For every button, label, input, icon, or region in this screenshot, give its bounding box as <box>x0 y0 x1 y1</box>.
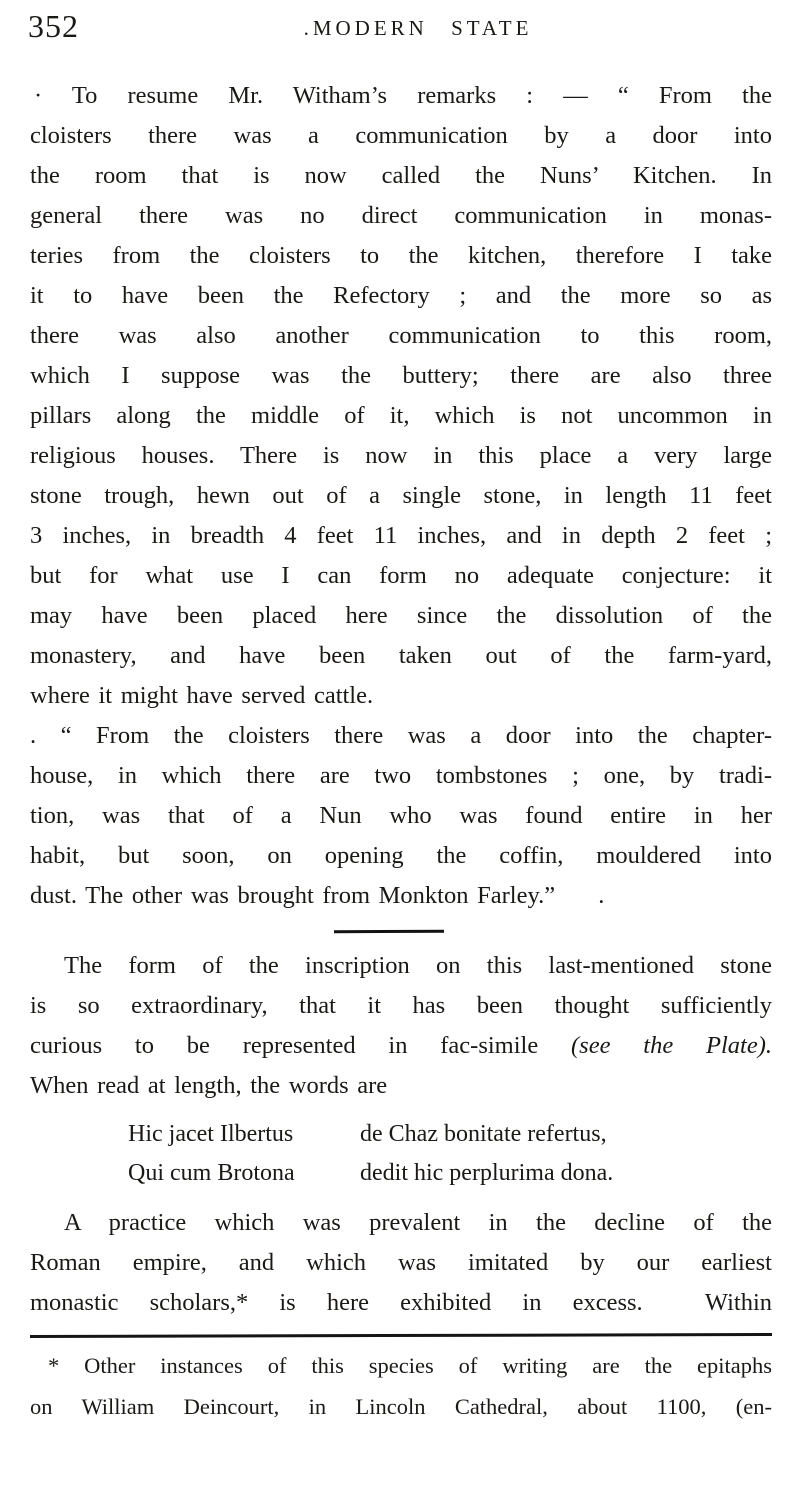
footnote-separator-rule <box>30 1333 772 1338</box>
text-line: it to have been the Refectory ; and the more so as <box>30 282 772 309</box>
text-segment: curious to be represented in fac-simile <box>30 1032 572 1059</box>
verse-line <box>128 1154 772 1193</box>
text-line: habit, but soon, on opening the coffin, mouldered into <box>30 842 772 869</box>
paragraph-3 <box>30 946 772 1106</box>
text-line: which I suppose was the buttery; there are also three <box>30 362 772 389</box>
page-number: 352 <box>28 8 79 44</box>
footnote <box>30 1345 772 1427</box>
paragraph-2 <box>30 716 772 916</box>
text-line: · To resume Mr. Witham’s remarks : — “ From the <box>34 82 772 109</box>
text-line: monastic scholars,* is here exhibited in excess. Within <box>30 1289 772 1316</box>
section-divider-rule <box>334 930 444 934</box>
text-line: where it might have served cattle. <box>30 682 374 709</box>
text-line: general there was no direct communication in monas- <box>30 202 772 229</box>
text-line: teries from the cloisters to the kitchen, therefore I take <box>30 242 772 269</box>
verse-hemistich: Qui cum Brotona <box>128 1160 295 1186</box>
text-line: is so extraordinary, that it has been thought sufficiently <box>30 992 772 1019</box>
text-line: . “ From the cloisters there was a door into the chapter- <box>30 722 772 749</box>
italic-text-segment: (see the Plate). <box>571 1032 772 1059</box>
text-line: 3 inches, in breadth 4 feet 11 inches, and in depth 2 feet ; <box>30 522 772 549</box>
text-line: pillars along the middle of it, which is not uncommon in <box>30 402 772 429</box>
text-line <box>30 1026 772 1066</box>
text-line: dust. The other was brought from Monkton Farley.” . <box>30 882 605 909</box>
paragraph-1 <box>30 76 772 716</box>
verse-hemistich: dedit hic perplurima dona. <box>360 1160 614 1186</box>
text-line: cloisters there was a communication by a door into <box>30 122 772 149</box>
page-header <box>0 6 800 58</box>
verse-hemistich: Hic jacet Ilbertus <box>128 1121 294 1147</box>
text-line: tion, was that of a Nun who was found entire in her <box>30 802 772 829</box>
footnote-line: on William Deincourt, in Lincoln Cathedral, about 1100, (en- <box>30 1394 772 1419</box>
paragraph-4 <box>30 1203 772 1323</box>
text-line: monastery, and have been taken out of the farm-yard, <box>30 642 772 669</box>
text-line: but for what use I can form no adequate conjecture: it <box>30 562 772 589</box>
text-line: religious houses. There is now in this place a very large <box>30 442 772 469</box>
text-line: A practice which was prevalent in the decline of the <box>64 1209 772 1236</box>
latin-verse <box>128 1115 772 1193</box>
verse-line <box>128 1115 772 1154</box>
text-line: Roman empire, and which was imitated by our earliest <box>30 1249 772 1276</box>
text-line: The form of the inscription on this last-mentioned stone <box>64 952 772 979</box>
text-line: may have been placed here since the dissolution of the <box>30 602 772 629</box>
running-title: .MODERN STATE <box>303 16 533 40</box>
verse-hemistich: de Chaz bonitate refertus, <box>360 1121 607 1147</box>
text-line: the room that is now called the Nuns’ Kitchen. In <box>30 162 772 189</box>
footnote-line: * Other instances of this species of writing are the epitaphs <box>48 1353 772 1378</box>
text-line: stone trough, hewn out of a single stone, in length 11 feet <box>30 482 772 509</box>
text-line: house, in which there are two tombstones ; one, by tradi- <box>30 762 772 789</box>
text-line: there was also another communication to this room, <box>30 322 772 349</box>
text-line: When read at length, the words are <box>30 1072 388 1099</box>
text-block <box>30 76 772 1427</box>
